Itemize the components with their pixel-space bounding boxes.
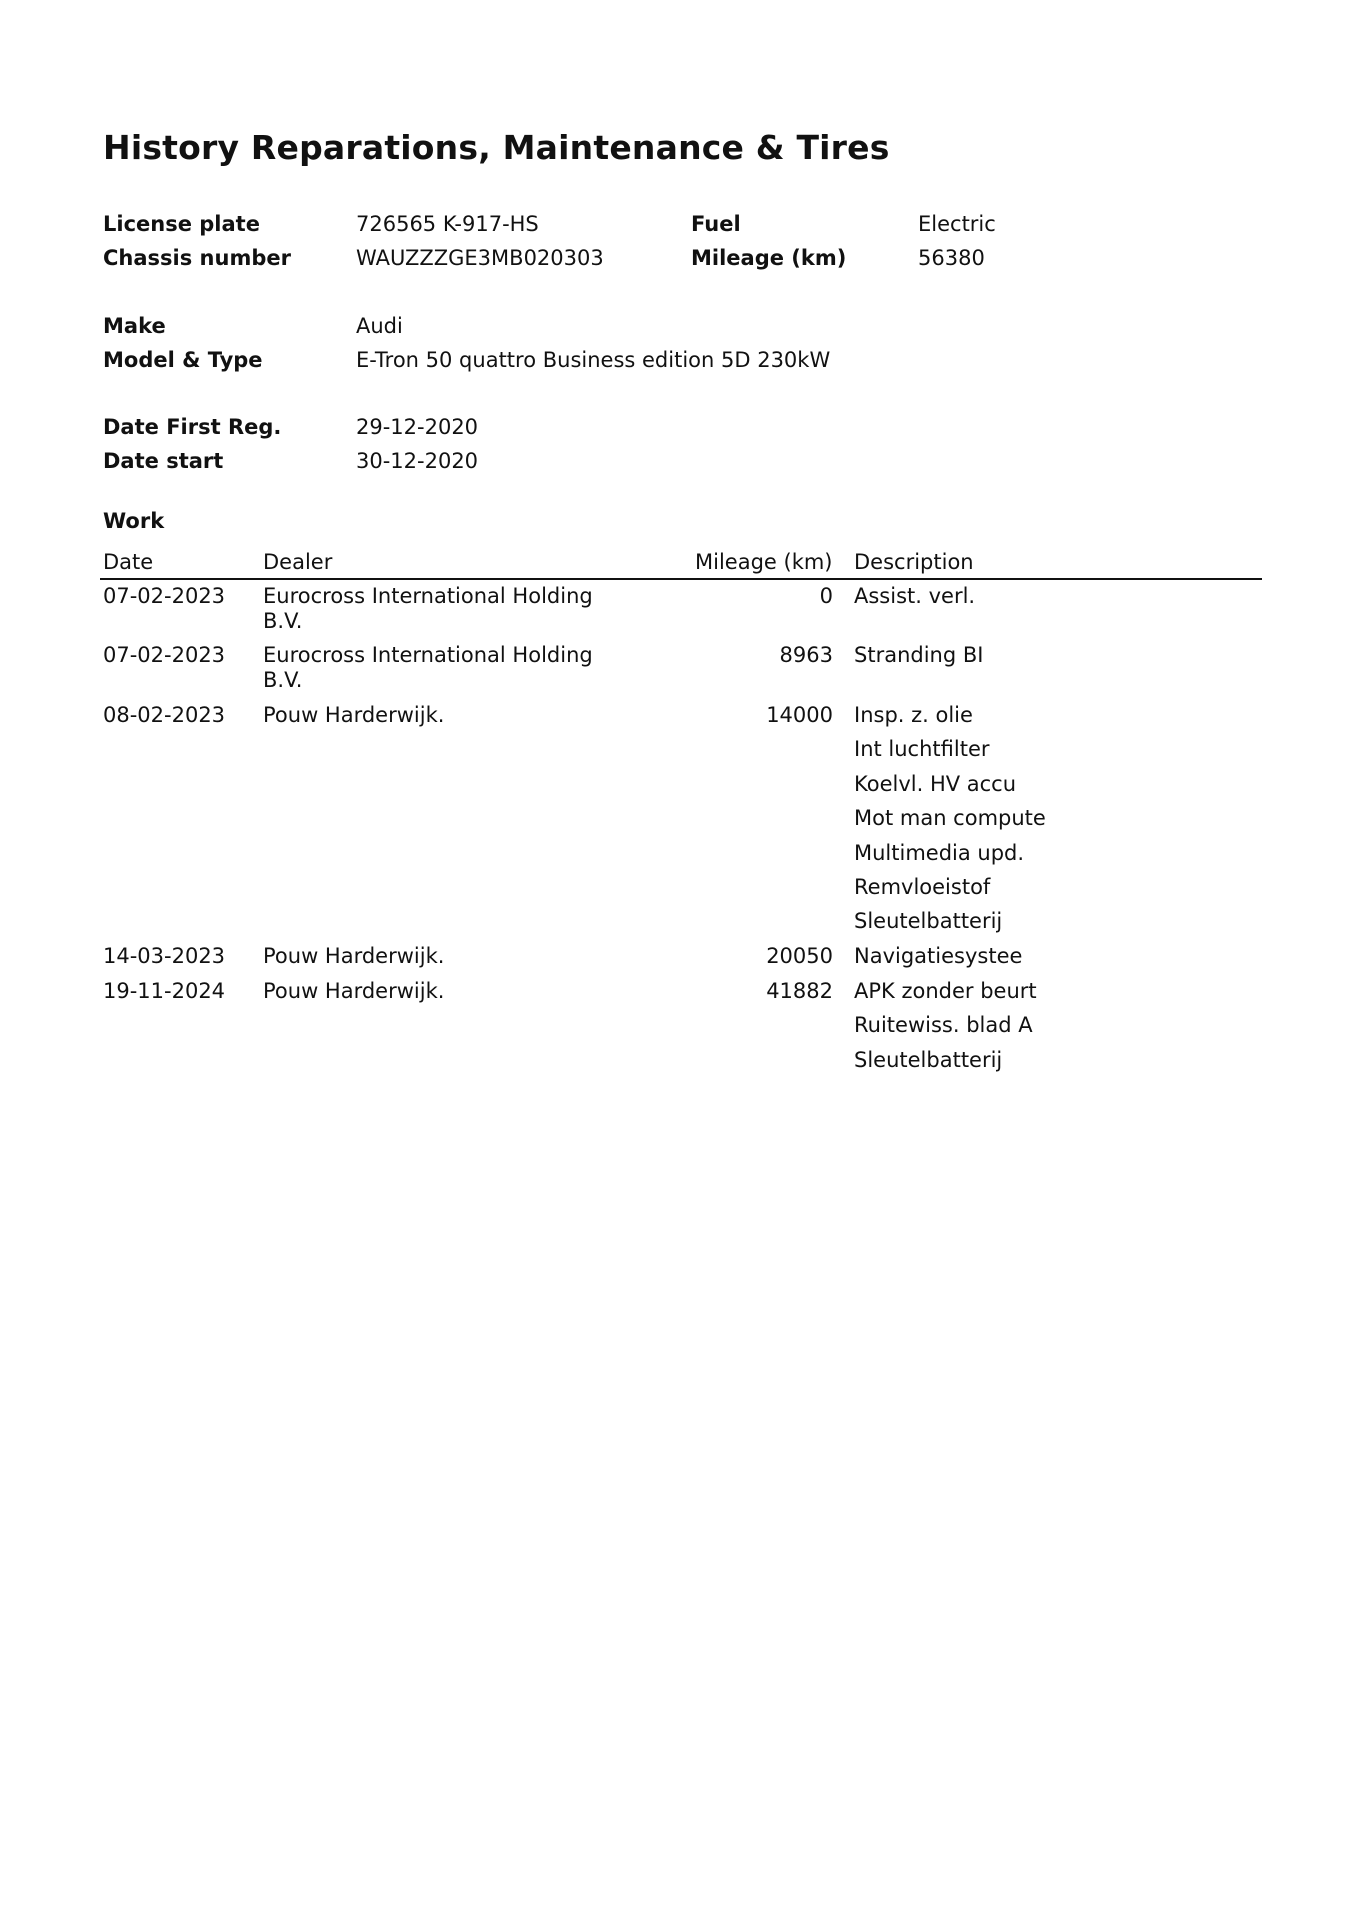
description-line: Sleutelbatterij [854,909,1003,934]
row-description [854,703,1046,944]
make-value: Audi [356,314,403,338]
description-line: Ruitewiss. blad A [854,1013,1033,1038]
row-description [854,643,983,677]
row-dealer: Pouw Harderwijk. [263,703,445,727]
description-line: Navigatiesystee [854,944,1023,968]
row-dealer: Eurocross International Holding B.V. [263,643,593,692]
row-date: 08-02-2023 [103,703,226,727]
date-start-value: 30-12-2020 [356,449,479,473]
col-header-dealer: Dealer [263,550,333,574]
model-value: E-Tron 50 quattro Business edition 5D 230kW [356,348,831,372]
description-line: Int luchtfilter [854,737,990,762]
description-line: APK zonder beurt [854,979,1037,1003]
model-label: Model & Type [103,348,263,372]
page-title: History Reparations, Maintenance & Tires [103,128,890,167]
row-description [854,979,1037,1082]
row-date: 14-03-2023 [103,944,226,968]
first-reg-value: 29-12-2020 [356,415,479,439]
description-line: Stranding BI [854,643,984,667]
row-dealer: Eurocross International Holding B.V. [263,584,593,633]
first-reg-label: Date First Reg. [103,415,282,439]
row-mileage: 0 [819,584,833,608]
row-mileage: 41882 [766,979,833,1003]
description-line: Mot man compute [854,806,1046,831]
col-header-date: Date [103,550,154,574]
row-date: 19-11-2024 [103,979,226,1003]
row-date: 07-02-2023 [103,643,226,667]
row-dealer: Pouw Harderwijk. [263,979,445,1003]
description-line: Assist. verl. [854,584,976,608]
row-date: 07-02-2023 [103,584,226,608]
chassis-label: Chassis number [103,246,291,270]
work-section-title: Work [103,509,165,533]
mileage-label: Mileage (km) [691,246,847,270]
make-label: Make [103,314,166,338]
row-description [854,944,1022,978]
row-dealer: Pouw Harderwijk. [263,944,445,968]
col-header-description: Description [854,550,974,574]
description-line: Remvloeistof [854,874,991,899]
license-plate-label: License plate [103,212,260,236]
description-line: Sleutelbatterij [854,1047,1003,1072]
mileage-value: 56380 [918,246,985,270]
description-line: Multimedia upd. [854,840,1025,865]
description-line: Koelvl. HV accu [854,771,1017,796]
description-line: Insp. z. olie [854,703,973,727]
chassis-value: WAUZZZGE3MB020303 [356,246,604,270]
row-mileage: 20050 [766,944,833,968]
date-start-label: Date start [103,449,224,473]
col-header-mileage: Mileage (km) [695,550,833,574]
row-mileage: 14000 [766,703,833,727]
row-mileage: 8963 [779,643,833,667]
header-divider [100,578,1262,580]
fuel-label: Fuel [691,212,741,236]
license-plate-value: 726565 K-917-HS [356,212,539,236]
fuel-value: Electric [918,212,996,236]
row-description [854,584,975,618]
